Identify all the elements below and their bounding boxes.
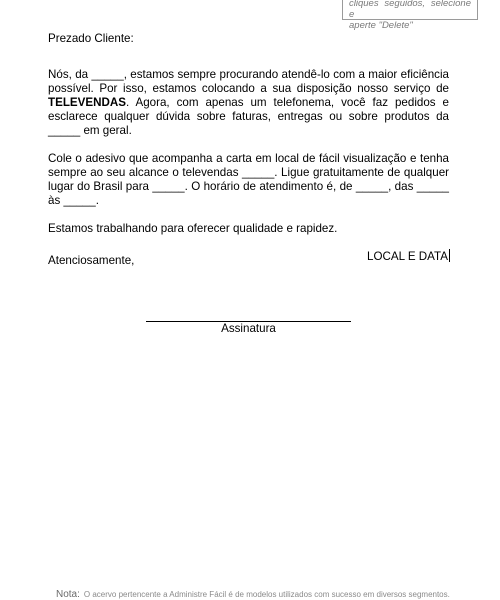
text-cursor <box>449 249 450 262</box>
paragraph-adhesive-instructions: Cole o adesivo que acompanha a carta em local de fácil visualização e tenha sempre ao seu alcance o televendas _____. Ligue gratuitamente de qualquer lugar do Brasil para _____. O horário de atendimento é, de _____, das _____ às _____. <box>48 152 449 207</box>
local-and-date[interactable] <box>367 249 450 264</box>
televendas-emphasis: TELEVENDAS <box>48 96 126 109</box>
signature-label: Assinatura <box>221 322 276 335</box>
paragraph-quality: Estamos trabalhando para oferecer qualidade e rapidez. <box>48 222 338 235</box>
footer-text: O acervo pertencente a Administre Fácil é de modelos utilizados com sucesso em diversos segmentos. <box>83 590 450 599</box>
paragraph-1-text-end: . Agora, com apenas um telefonema, você faz pedidos e esclarece qualquer dúvida sobre faturas, entregas ou sobre produtos da _____ em geral. <box>48 96 449 137</box>
footer-label: Nota: <box>56 589 80 600</box>
instruction-line-1: cliques seguidos, selecione e <box>349 0 471 20</box>
footer-note <box>56 590 496 600</box>
letter-body <box>48 32 449 282</box>
instruction-note <box>342 0 478 31</box>
instruction-line-2: aperte "Delete" <box>349 20 413 31</box>
paragraph-televendas-intro <box>48 68 449 138</box>
paragraph-1-text-start: Nós, da _____, estamos sempre procurando atendê-lo com a maior eficiência possível. Por isso, estamos colocando a sua disposição nosso serviço de <box>48 68 449 95</box>
closing-salutation: Atenciosamente, <box>48 254 135 267</box>
local-and-date-text: LOCAL E DATA <box>367 250 448 263</box>
greeting: Prezado Cliente: <box>48 32 134 45</box>
